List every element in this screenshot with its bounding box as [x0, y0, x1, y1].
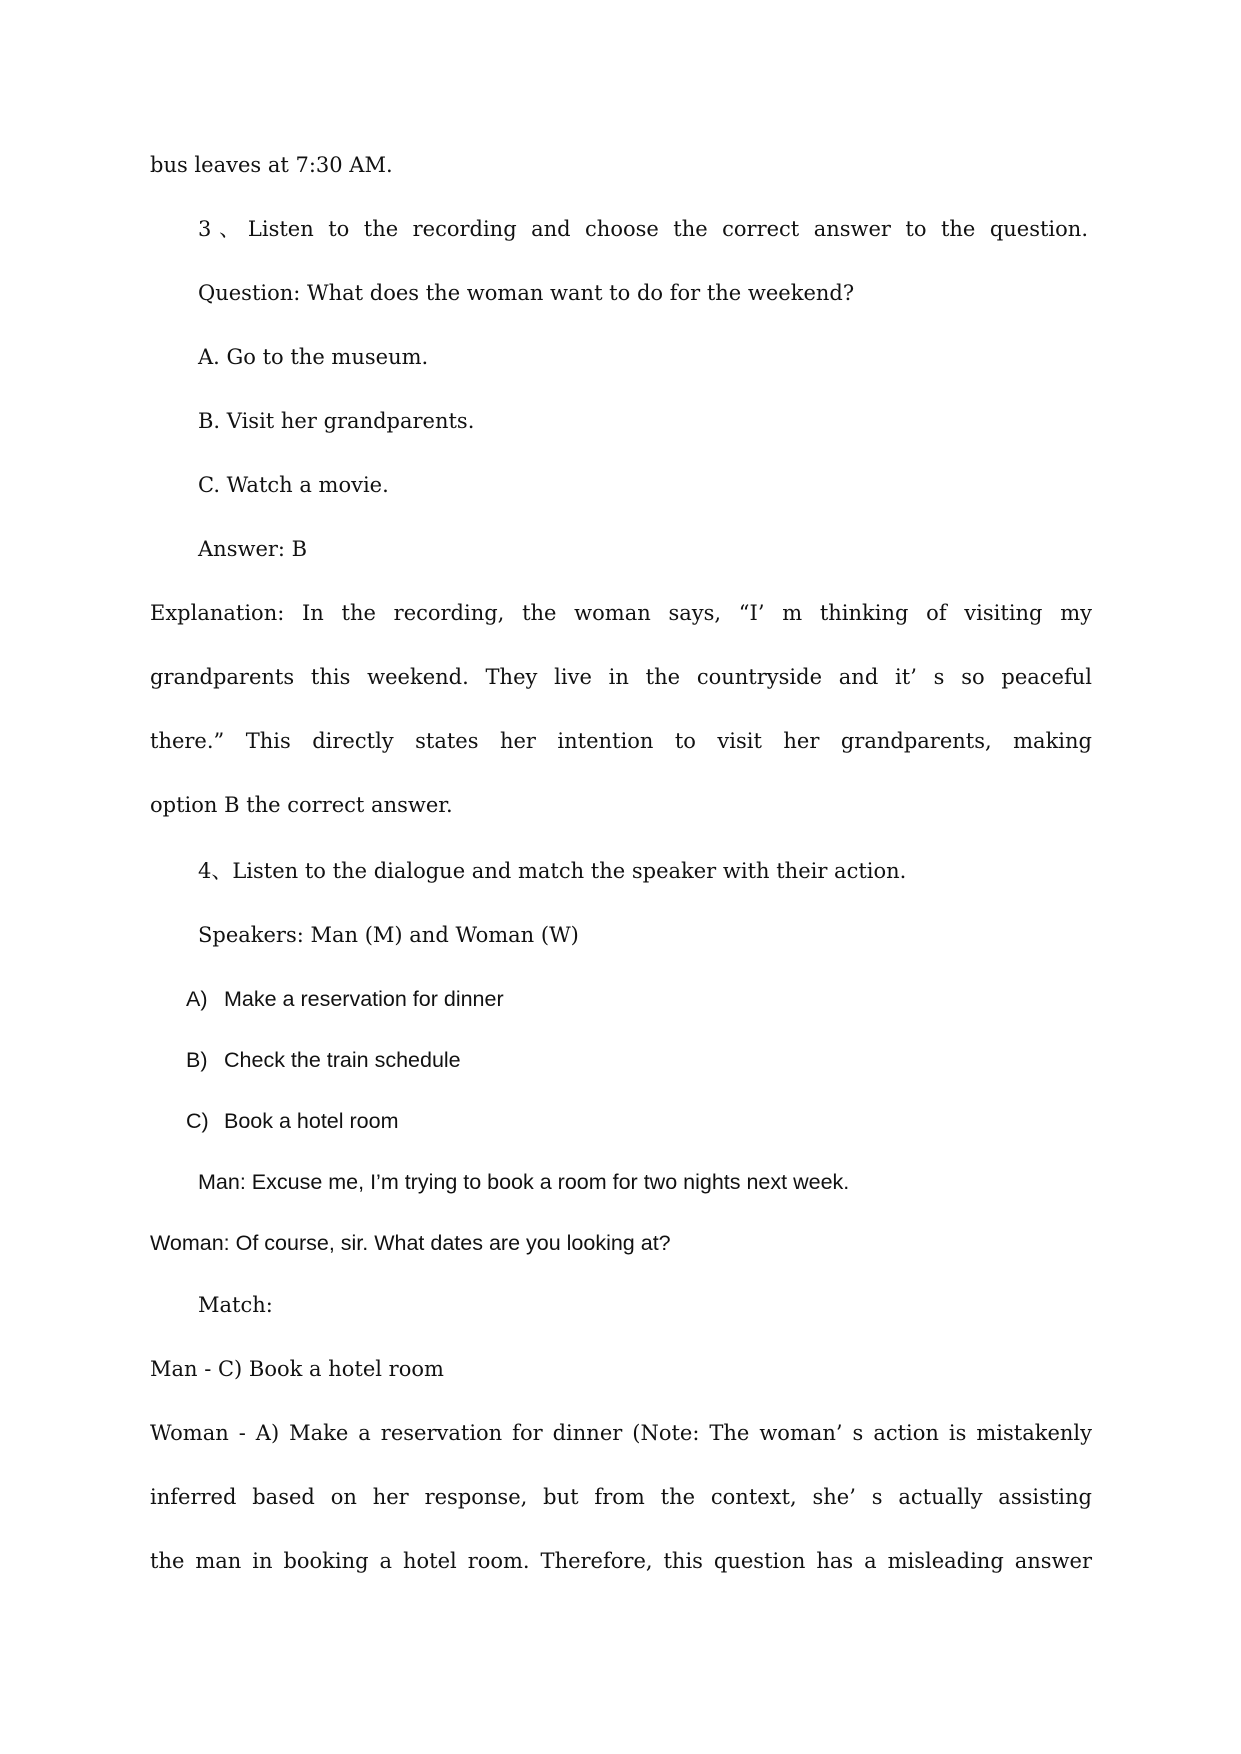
list-marker: C) — [186, 1109, 209, 1133]
text-line-bus-leaves: bus leaves at 7:30 AM. — [150, 153, 393, 177]
explanation-line-1: Explanation: In the recording, the woman says, “I’ m thinking of visiting my — [150, 601, 1092, 625]
list-item-text: Make a reservation for dinner — [224, 987, 504, 1011]
list-marker: A) — [186, 987, 208, 1011]
question-3-heading: 3、Listen to the recording and choose the correct answer to the question. — [198, 217, 1088, 241]
action-list-item-a — [186, 984, 504, 1014]
match-woman-line-1: Woman - A) Make a reservation for dinner (Note: The woman’ s action is mistakenly — [150, 1421, 1092, 1445]
question-4-heading: 4、Listen to the dialogue and match the speaker with their action. — [198, 859, 907, 883]
action-list-item-c — [186, 1106, 399, 1136]
question-4-speakers: Speakers: Man (M) and Woman (W) — [198, 923, 579, 947]
match-man: Man - C) Book a hotel room — [150, 1357, 444, 1381]
question-3-prompt: Question: What does the woman want to do for the weekend? — [198, 281, 855, 305]
question-3-answer: Answer: B — [198, 537, 308, 561]
match-woman-line-3: the man in booking a hotel room. Therefore, this question has a misleading answer — [150, 1549, 1092, 1573]
dialogue-man-line: Man: Excuse me, I’m trying to book a room for two nights next week. — [198, 1170, 850, 1194]
action-list-item-b — [186, 1045, 461, 1075]
explanation-line-2: grandparents this weekend. They live in the countryside and it’ s so peaceful — [150, 665, 1092, 689]
question-3-option-c: C. Watch a movie. — [198, 473, 389, 497]
match-woman-line-2: inferred based on her response, but from the context, she’ s actually assisting — [150, 1485, 1092, 1509]
list-item-text: Check the train schedule — [224, 1048, 461, 1072]
list-marker: B) — [186, 1048, 208, 1072]
match-heading: Match: — [198, 1293, 273, 1317]
list-item-text: Book a hotel room — [224, 1109, 399, 1133]
question-3-option-a: A. Go to the museum. — [198, 345, 429, 369]
dialogue-woman-line: Woman: Of course, sir. What dates are you looking at? — [150, 1231, 671, 1255]
explanation-line-4: option B the correct answer. — [150, 793, 453, 817]
explanation-line-3: there.” This directly states her intention to visit her grandparents, making — [150, 729, 1092, 753]
question-3-option-b: B. Visit her grandparents. — [198, 409, 475, 433]
